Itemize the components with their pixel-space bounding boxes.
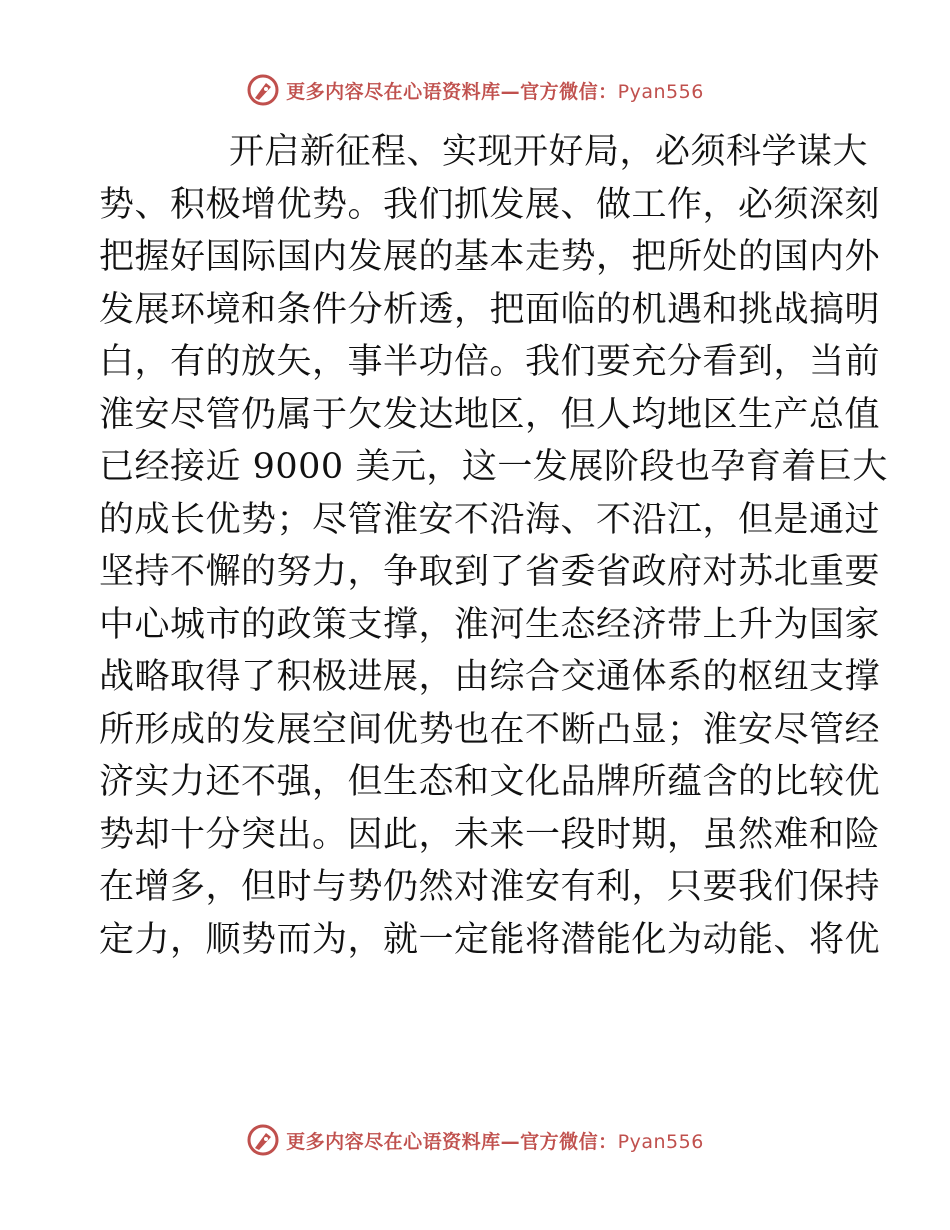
banner-cn: 更多内容尽在心语资料库—官方微信： [286, 1130, 618, 1153]
text-line: 在增多，但时与势仍然对淮安有利，只要我们保持 [99, 867, 881, 907]
text-line: 把握好国际国内发展的基本走势，把所处的国内外 [99, 237, 881, 277]
banner-text [286, 77, 704, 104]
text-line: 已经接近 9000 美元，这一发展阶段也孕育着巨大 [99, 447, 888, 487]
text-line: 开启新征程、实现开好局，必须科学谋大 [229, 132, 869, 172]
text-line: 淮安尽管仍属于欠发达地区，但人均地区生产总值 [99, 394, 881, 435]
banner-text [286, 1127, 704, 1154]
text-line: 济实力还不强，但生态和文化品牌所蕴含的比较优 [99, 762, 881, 802]
banner-cn: 更多内容尽在心语资料库—官方微信： [286, 80, 618, 103]
text-line: 中心城市的政策支撑，淮河生态经济带上升为国家 [99, 604, 881, 645]
text-line: 发展环境和条件分析透，把面临的机遇和挑战搞明 [99, 289, 881, 330]
text-line: 的成长优势；尽管淮安不沿海、不沿江，但是通过 [99, 499, 881, 540]
banner-account: Pyan556 [617, 80, 704, 103]
text-line: 白，有的放矢，事半功倍。我们要充分看到，当前 [99, 342, 881, 382]
text-line: 势、积极增优势。我们抓发展、做工作，必须深刻 [99, 184, 881, 225]
text-line: 所形成的发展空间优势也在不断凸显；淮安尽管经 [99, 709, 881, 750]
document-body [99, 126, 888, 966]
text-line: 坚持不懈的努力，争取到了省委省政府对苏北重要 [99, 552, 881, 592]
banner-account: Pyan556 [617, 1130, 704, 1153]
header-banner [0, 72, 950, 108]
text-line: 势却十分突出。因此，未来一段时期，虽然难和险 [99, 814, 881, 855]
footer-banner [0, 1122, 950, 1158]
text-line: 战略取得了积极进展，由综合交通体系的枢纽支撑 [99, 657, 881, 697]
pen-nib-circle-icon [246, 1123, 280, 1157]
text-line: 定力，顺势而为，就一定能将潜能化为动能、将优 [99, 919, 881, 960]
pen-nib-circle-icon [246, 73, 280, 107]
